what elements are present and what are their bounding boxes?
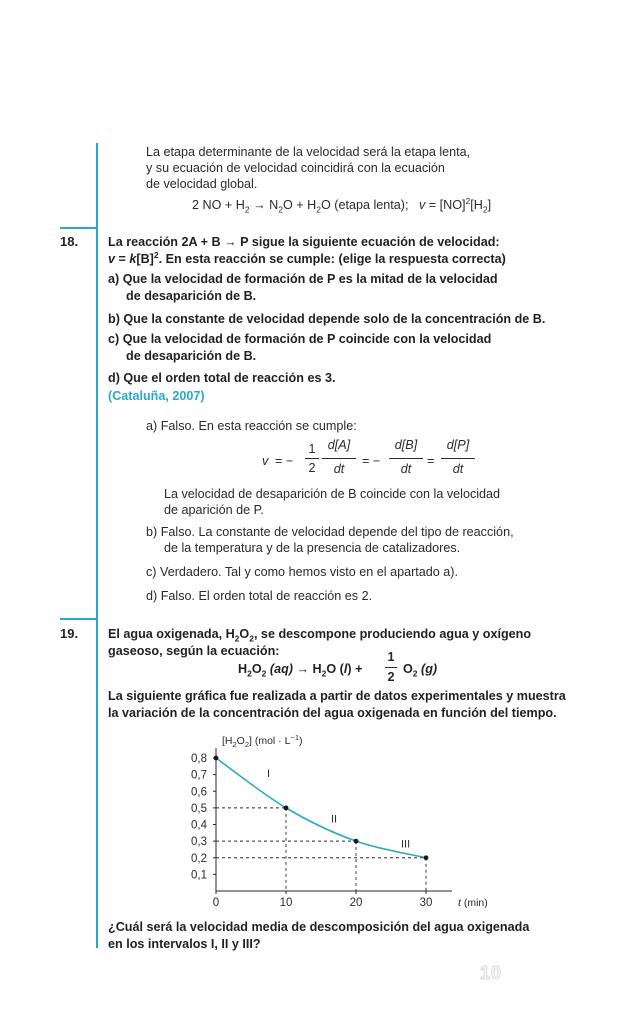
interval-label: I — [267, 767, 271, 780]
q19-equation: $H_2O_2$ $(aq) \to H_2O$ (l) + — [238, 662, 363, 679]
q19-question-2: en los intervalos I, II y III? — [108, 937, 261, 951]
q19-stem-1: El agua oxigenada, $H_2O_2$, se descompone produciendo agua y oxígeno — [108, 627, 532, 644]
x-tick-label: 10 — [279, 897, 293, 909]
chart-ticks — [191, 753, 432, 909]
page-number: 10 — [480, 963, 503, 983]
q19-half-den: 2 — [387, 670, 395, 684]
interval-label: III — [401, 838, 411, 851]
interval-label: II — [331, 813, 338, 826]
q18-answer-a-2: La velocidad de desaparición de B coincide con la velocidad — [164, 487, 501, 501]
frac-dP: d[P] — [446, 438, 470, 452]
y-tick-label: 0,5 — [191, 802, 207, 815]
q19-stem-2: gaseoso, según la ecuación: — [108, 644, 280, 658]
q18-answer-a-3: de aparición de P. — [164, 503, 264, 517]
intro-line-2: y su ecuación de velocidad coincidirá con la ecuación — [146, 161, 445, 175]
rate-equals-1: = − — [275, 454, 294, 468]
rate-equals-2: = − — [362, 454, 381, 468]
x-tick-label: 20 — [349, 897, 363, 909]
q18-stem-1: La reacción 2A + B → P sigue la siguiente ecuación de velocidad: — [108, 235, 500, 249]
q19-half-num: 1 — [387, 650, 395, 664]
x-axis-label: t (min) — [458, 897, 488, 909]
q18-answer-b-1: b) Falso. La constante de velocidad depende del tipo de reacción, — [146, 525, 514, 539]
intro-line-1: La etapa determinante de la velocidad será la etapa lenta, — [146, 145, 471, 159]
rate-v: v — [262, 454, 269, 468]
q18-option-c-2: de desaparición de B. — [126, 349, 257, 363]
intro-equation: 2 NO + $H_2 \to N_2O + H_2O$ (etapa lenta); $v = [NO]^2[H_2]$ — [192, 195, 492, 215]
rate-equals-3: = — [427, 454, 435, 468]
x-tick-label: 0 — [212, 897, 220, 909]
y-tick-label: 0,4 — [191, 819, 207, 832]
frac-dt-2: dt — [400, 462, 412, 476]
q19-equation-o2: $O_2$ (g) — [403, 662, 438, 679]
frac-dA: d[A] — [327, 438, 351, 452]
data-point — [354, 839, 359, 844]
question-number-18: 18. — [60, 234, 79, 249]
q19-stem-4: la variación de la concentración del agua oxigenada en función del tiempo. — [108, 706, 557, 720]
q18-answer-d: d) Falso. El orden total de reacción es 2. — [146, 589, 373, 603]
q18-stem-2: $v = k[B]^2$. En esta reacción se cumple: (elige la respuesta correcta) — [108, 249, 506, 266]
q18-answer-b-2: de la temperatura y de la presencia de catalizadores. — [164, 541, 461, 555]
y-tick-label: 0,6 — [191, 786, 207, 799]
data-points — [214, 756, 429, 861]
y-tick-label: 0,3 — [191, 836, 207, 849]
data-point — [424, 855, 429, 860]
q18-option-c-1: c) Que la velocidad de formación de P coincide con la velocidad — [108, 332, 492, 346]
q18-answer-a: a) Falso. En esta reacción se cumple: — [146, 419, 357, 433]
y-tick-label: 0,8 — [191, 753, 207, 765]
frac-two: 2 — [308, 461, 316, 475]
q18-option-b: b) Que la constante de velocidad depende solo de la concentración de B. — [108, 312, 546, 326]
q18-option-d: d) Que el orden total de reacción es 3. — [108, 371, 336, 385]
chart-guides — [216, 808, 426, 891]
frac-dt-3: dt — [452, 462, 464, 476]
q18-option-a-1: a) Que la velocidad de formación de P es la mitad de la velocidad — [108, 272, 498, 286]
y-tick-label: 0,7 — [191, 769, 207, 782]
data-point — [284, 805, 289, 810]
data-point — [214, 756, 219, 761]
q19-question-1: ¿Cuál será la velocidad media de descomposición del agua oxigenada — [108, 920, 530, 934]
q18-answer-c: c) Verdadero. Tal y como hemos visto en el apartado a). — [146, 565, 458, 579]
q19-stem-3: La siguiente gráfica fue realizada a partir de datos experimentales y muestra — [108, 689, 566, 703]
q18-source: (Cataluña, 2007) — [108, 389, 205, 403]
q18-option-a-2: de desaparición de B. — [126, 289, 257, 303]
y-axis-label: $[H_2O_2] (mol \cdot L^{-1})$ — [222, 733, 303, 749]
frac-one: 1 — [308, 442, 316, 456]
frac-dB: d[B] — [394, 438, 418, 452]
question-number-19: 19. — [60, 626, 79, 641]
intro-line-3: de velocidad global. — [146, 177, 258, 191]
frac-dt-1: dt — [333, 462, 345, 476]
x-tick-label: 30 — [419, 897, 433, 909]
y-tick-label: 0,2 — [191, 852, 207, 865]
y-tick-label: 0,1 — [191, 869, 207, 882]
